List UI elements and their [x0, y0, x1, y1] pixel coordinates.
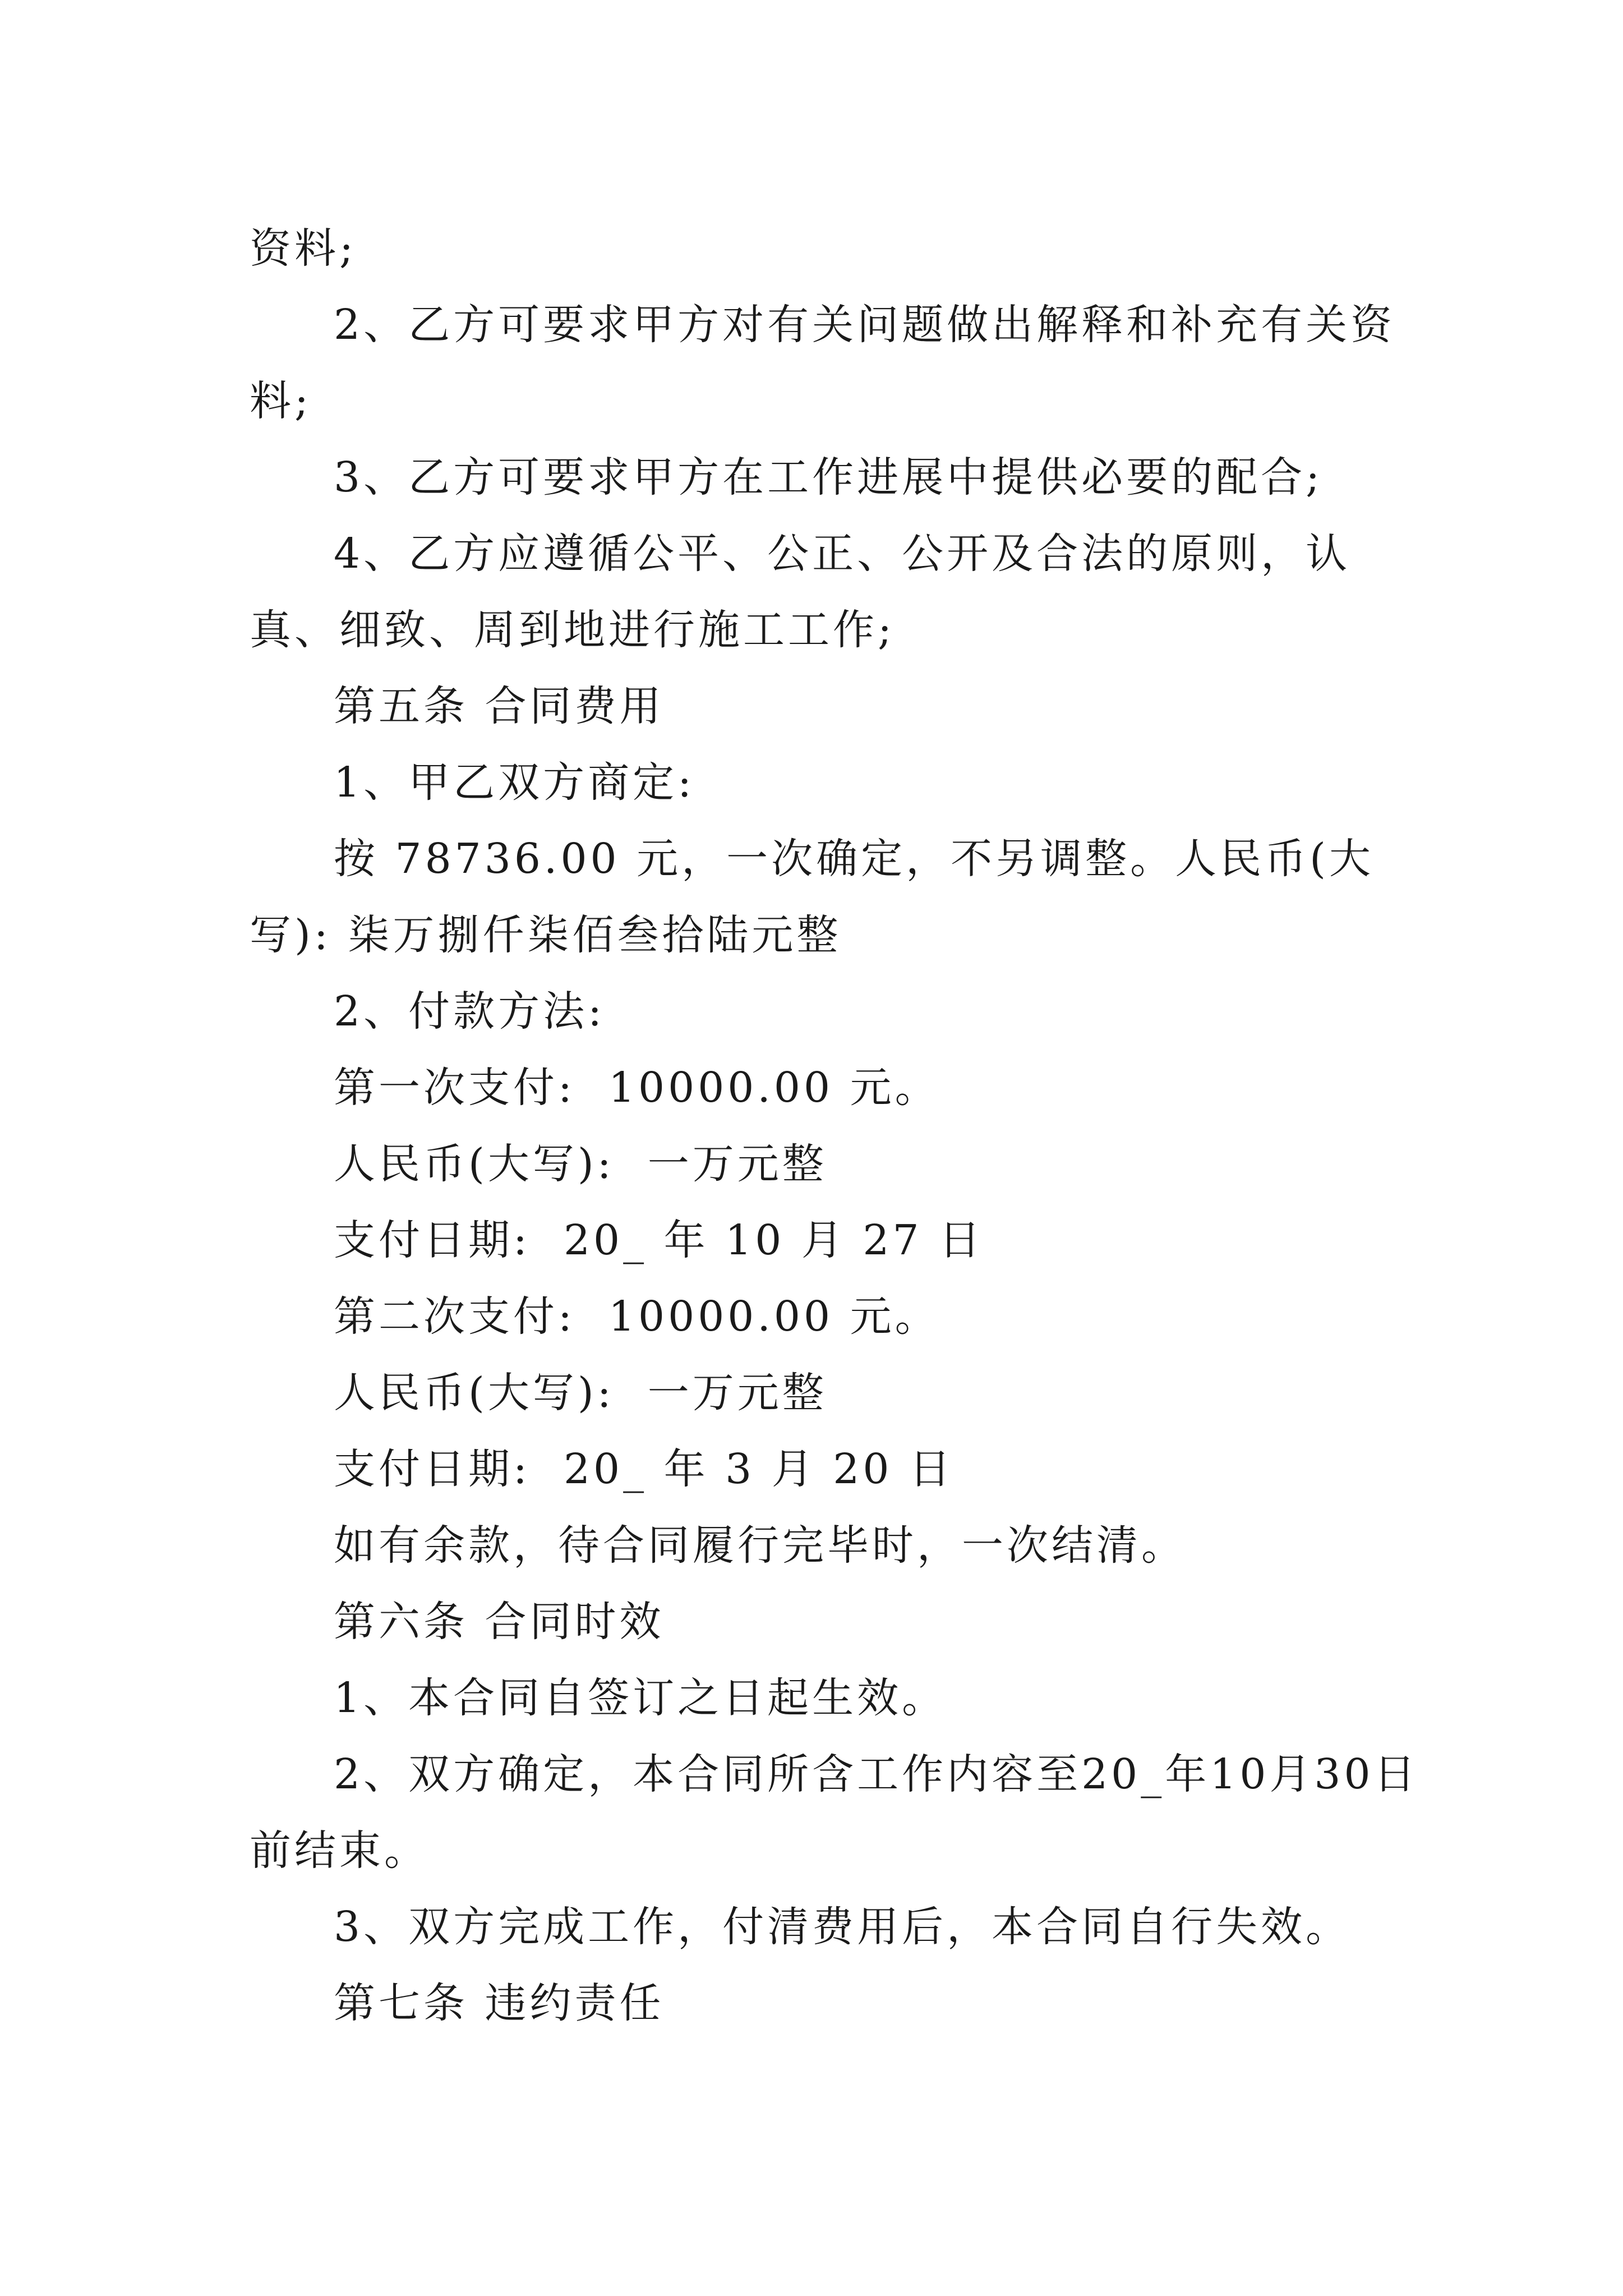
second-payment: 第二次支付: 10000.00 元。 [334, 1292, 940, 1341]
article-heading-6: 第六条 合同时效 [334, 1598, 665, 1646]
paragraph-continuation: 资料; [250, 224, 357, 273]
balance-note: 如有余款，待合同履行完毕时，一次结清。 [334, 1521, 1186, 1570]
clause-item-4: 4、乙方应遵循公平、公正、公开及合法的原则，认真、细致、周到地进行施工工作; [250, 530, 1351, 654]
first-payment-rmb: 人民币(大写): 一万元整 [334, 1140, 827, 1188]
fee-item-1: 1、甲乙双方商定: [334, 758, 695, 807]
article-heading-7: 第七条 违约责任 [334, 1979, 665, 2027]
clause-item-2: 2、乙方可要求甲方对有关问题做出解释和补充有关资料; [250, 301, 1396, 425]
second-payment-date: 支付日期: 20_ 年 3 月 20 日 [334, 1445, 954, 1493]
clause-item-3: 3、乙方可要求甲方在工作进展中提供必要的配合; [334, 453, 1324, 501]
second-payment-rmb: 人民币(大写): 一万元整 [334, 1369, 827, 1417]
first-payment-date: 支付日期: 20_ 年 10 月 27 日 [334, 1216, 984, 1264]
article-heading-5: 第五条 合同费用 [334, 682, 665, 730]
validity-item-3: 3、双方完成工作，付清费用后，本合同自行失效。 [334, 1903, 1351, 1951]
fee-amount: 按 78736.00 元，一次确定，不另调整。人民币(大写): 柒万捌仟柒佰叁拾陆元整 [250, 835, 1375, 959]
validity-item-1: 1、本合同自签订之日起生效。 [334, 1674, 947, 1722]
document-body [250, 210, 1433, 2041]
first-payment: 第一次支付: 10000.00 元。 [334, 1064, 940, 1112]
validity-item-2: 2、双方确定，本合同所含工作内容至20_年10月30日前结束。 [250, 1750, 1419, 1875]
payment-method: 2、付款方法: [334, 987, 606, 1036]
